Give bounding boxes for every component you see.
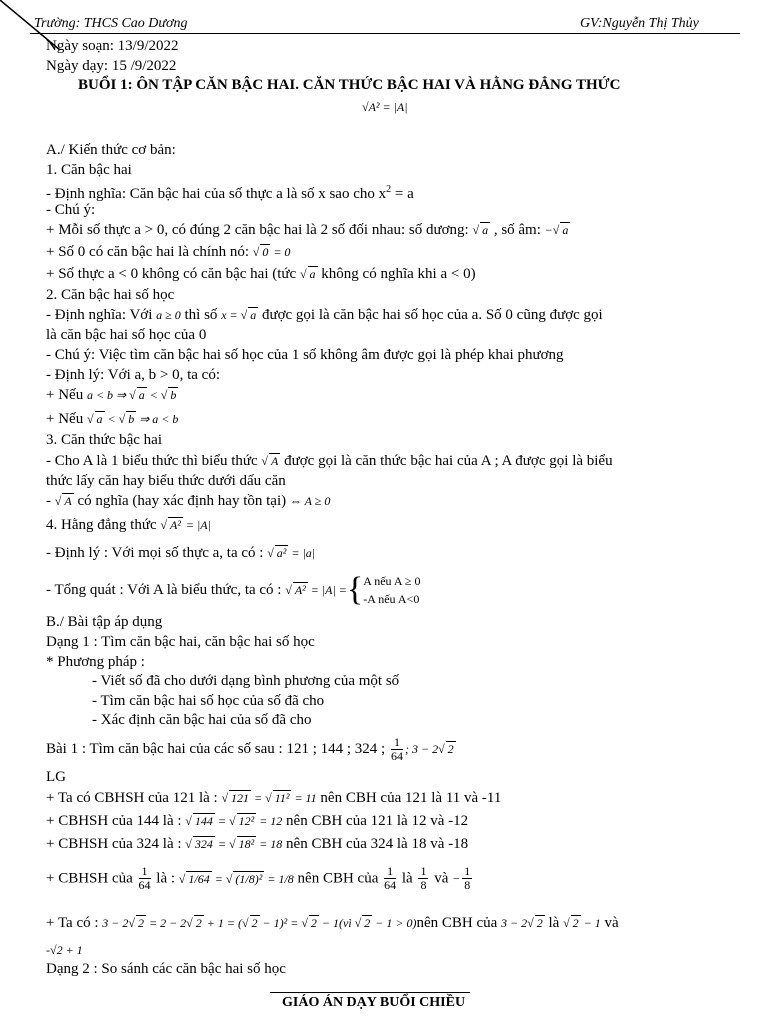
if1-formula: a < b ⇒ √ a < √ b <box>86 388 177 402</box>
r2b: nên CBH của 121 là 12 và -12 <box>282 813 469 829</box>
result-4 <box>46 865 474 892</box>
point-1 <box>46 221 570 239</box>
sqrt-A: √ A <box>261 454 279 468</box>
r5d: và <box>600 915 619 931</box>
lg-label: LG <box>46 769 66 785</box>
fraction-1-64: $\frac{1}{64}$ <box>390 735 403 763</box>
result-3 <box>46 835 468 853</box>
type-2-heading: Dạng 2 : So sánh các căn bậc hai số học <box>46 961 286 977</box>
method-heading: * Phương pháp : <box>46 654 145 670</box>
r1-text: + Ta có CBHSH của 121 là : <box>46 790 222 806</box>
title-formula <box>362 98 408 116</box>
general-case <box>46 572 420 608</box>
if2-formula: √ a < √ b ⇒ a < b <box>86 412 179 426</box>
r3-text: + CBHSH của 324 là : <box>46 836 186 852</box>
frac-neg-1-8: $\frac{1}{8}$ <box>464 864 471 892</box>
teach-date: Ngày dạy: 15 /9/2022 <box>46 58 177 74</box>
point-2 <box>46 243 290 261</box>
r4c: nên CBH của <box>293 870 383 887</box>
r4e: và <box>430 870 453 887</box>
header-teacher: GV:Nguyễn Thị Thủy <box>580 16 699 31</box>
note-2: - Chú ý: Việc tìm căn bậc hai số học của 1 số không âm được gọi là phép khai phương <box>46 347 564 363</box>
ex1-expr: ; 3 − 2√ 2 <box>404 741 454 756</box>
section-a-heading: A./ Kiến thức cơ bản: <box>46 142 176 158</box>
exercise-1 <box>46 736 456 763</box>
result-1 <box>46 789 501 807</box>
r4d: là <box>398 870 417 887</box>
d2c: được gọi là căn bậc hai số học của a. Số 0 cũng được gọi <box>258 307 603 323</box>
definition-1 <box>46 181 414 203</box>
if-2 <box>46 410 178 428</box>
gen-text: - Tổng quát : Với A là biểu thức, ta có : <box>46 582 286 598</box>
frac-1-64-b: $\frac{1}{64}$ <box>384 864 397 892</box>
r3-formula: √ 324 = √ 18² = 18 <box>185 837 283 851</box>
footer-title: GIÁO ÁN DẠY BUỔI CHIỀU <box>282 995 466 1010</box>
iff-A-ge-0: ⇔ A ≥ 0 <box>289 494 331 508</box>
type-1-heading: Dạng 1 : Tìm căn bậc hai, căn bậc hai số học <box>46 634 315 650</box>
r5c: là <box>544 915 564 931</box>
result-5-cont <box>46 941 83 959</box>
def1-text: - Định nghĩa: Căn bậc hai của số thực a là số x sao cho x <box>46 186 387 202</box>
thm4-text: - Định lý : Với mọi số thực a, ta có : <box>46 545 268 561</box>
result-5 <box>46 914 619 932</box>
c3e: có nghĩa (hay xác định hay tồn tại) <box>73 493 290 509</box>
definition-2 <box>46 306 603 324</box>
def-3b: thức lấy căn hay biểu thức dưới dấu căn <box>46 473 286 489</box>
section-b-heading: B./ Bài tập áp dụng <box>46 614 163 630</box>
r5b: nên CBH của <box>416 915 502 931</box>
method-3: - Xác định căn bậc hai của số đã cho <box>92 712 312 728</box>
p1-b: , số âm: <box>490 222 545 238</box>
general-formula: √ A² = |A| = <box>285 583 347 597</box>
c3d: - <box>46 493 55 509</box>
brace-icon: { <box>346 571 364 608</box>
x-eq-sqrt-a: x = √ a <box>221 308 257 322</box>
if-1 <box>46 386 178 404</box>
sqrt-zero: √ 0 = 0 <box>252 245 291 259</box>
if1-text: + Nếu <box>46 387 87 403</box>
header-rule <box>30 33 740 34</box>
d2a: - Định nghĩa: Với <box>46 307 157 323</box>
ex1-text: Bài 1 : Tìm căn bậc hai của các số sau : 121 ; 144 ; 324 ; <box>46 740 389 757</box>
s4-text: 4. Hằng đẳng thức <box>46 517 161 533</box>
r1-formula: √ 121 = √ 11² = 11 <box>221 791 317 805</box>
p1-text: + Mỗi số thực a > 0, có đúng 2 căn bậc hai là 2 số đối nhau: số dương: <box>46 222 473 238</box>
point-3 <box>46 265 476 283</box>
r5e: -√2 + 1 <box>46 943 83 957</box>
title-formula-text: √A² = |A| <box>362 100 408 114</box>
theorem-2: - Định lý: Với a, b > 0, ta có: <box>46 367 221 383</box>
frac-1-8: $\frac{1}{8}$ <box>420 864 427 892</box>
neg-sign: − <box>452 871 461 886</box>
sqrt-a: √ a <box>472 223 489 237</box>
r4-formula: √ 1/64 = √ (1/8)² = 1/8 <box>178 871 294 886</box>
r4-text: + CBHSH của <box>46 870 137 887</box>
cases <box>363 572 420 608</box>
definition-2-cont: là căn bậc hai số học của 0 <box>46 327 207 343</box>
section-4-heading <box>46 516 211 534</box>
method-1: - Viết số đã cho dưới dạng bình phương của một số <box>92 673 400 689</box>
method-2: - Tìm căn bậc hai số học của số đã cho <box>92 693 325 709</box>
identity-formula: √ A² = |A| <box>160 518 211 532</box>
if2-text: + Nếu <box>46 411 87 427</box>
p3-text: + Số thực a < 0 không có căn bậc hai (tức <box>46 266 300 282</box>
r2-formula: √ 144 = √ 12² = 12 <box>185 814 283 828</box>
page-title: BUỔI 1: ÔN TẬP CĂN BẬC HAI. CĂN THỨC BẬC HAI VÀ HẰNG ĐẲNG THỨC <box>78 77 621 93</box>
d2b: thì số <box>180 307 222 323</box>
r5-expr: 3 − 2√ 2 <box>501 916 543 930</box>
def-3c <box>46 492 330 510</box>
section-3-heading: 3. Căn thức bậc hai <box>46 432 163 448</box>
r1b: nên CBH của 121 là 11 và -11 <box>316 790 502 806</box>
def-3a <box>46 452 613 470</box>
theorem-4-formula: √ a² = |a| <box>267 546 316 560</box>
sqrt-a-2: √ a <box>299 267 316 281</box>
section-1-heading: 1. Căn bậc hai <box>46 162 132 178</box>
def1-end: = a <box>391 186 414 202</box>
section-2-heading: 2. Căn bậc hai số học <box>46 287 175 303</box>
a-ge-0: a ≥ 0 <box>156 308 181 322</box>
r5-formula: 3 − 2√ 2 = 2 − 2√ 2 + 1 = (√ 2 − 1)² = √ 2 − 1(vì √ 2 − 1 > 0) <box>102 916 417 930</box>
sqrt-A-2: √ A <box>54 494 72 508</box>
c3b: được gọi là căn thức bậc hai của A ; A được gọi là biểu <box>280 453 613 469</box>
footer-rule <box>270 992 470 993</box>
r3b: nên CBH của 324 là 18 và -18 <box>282 836 469 852</box>
frac-1-64-a: $\frac{1}{64}$ <box>138 864 151 892</box>
p3-b: không có nghĩa khi a < 0) <box>317 266 476 282</box>
r2-text: + CBHSH của 144 là : <box>46 813 186 829</box>
theorem-4 <box>46 544 315 562</box>
r4b: là : <box>152 870 179 887</box>
note-1: - Chú ý: <box>46 202 96 218</box>
neg-sqrt-a: −√ a <box>544 223 569 237</box>
def1-sup: 2 <box>386 184 392 195</box>
header-school: Trường: THCS Cao Dương <box>34 16 188 31</box>
p2-text: + Số 0 có căn bậc hai là chính nó: <box>46 244 253 260</box>
result-2 <box>46 812 468 830</box>
r5-answer: √ 2 − 1 <box>563 916 601 930</box>
r5-text: + Ta có : <box>46 915 103 931</box>
case-1: A nếu A ≥ 0 <box>363 574 421 588</box>
c3a: - Cho A là 1 biểu thức thì biểu thức <box>46 453 262 469</box>
prep-date: Ngày soạn: 13/9/2022 <box>46 38 179 54</box>
case-2: -A nếu A<0 <box>363 592 420 606</box>
